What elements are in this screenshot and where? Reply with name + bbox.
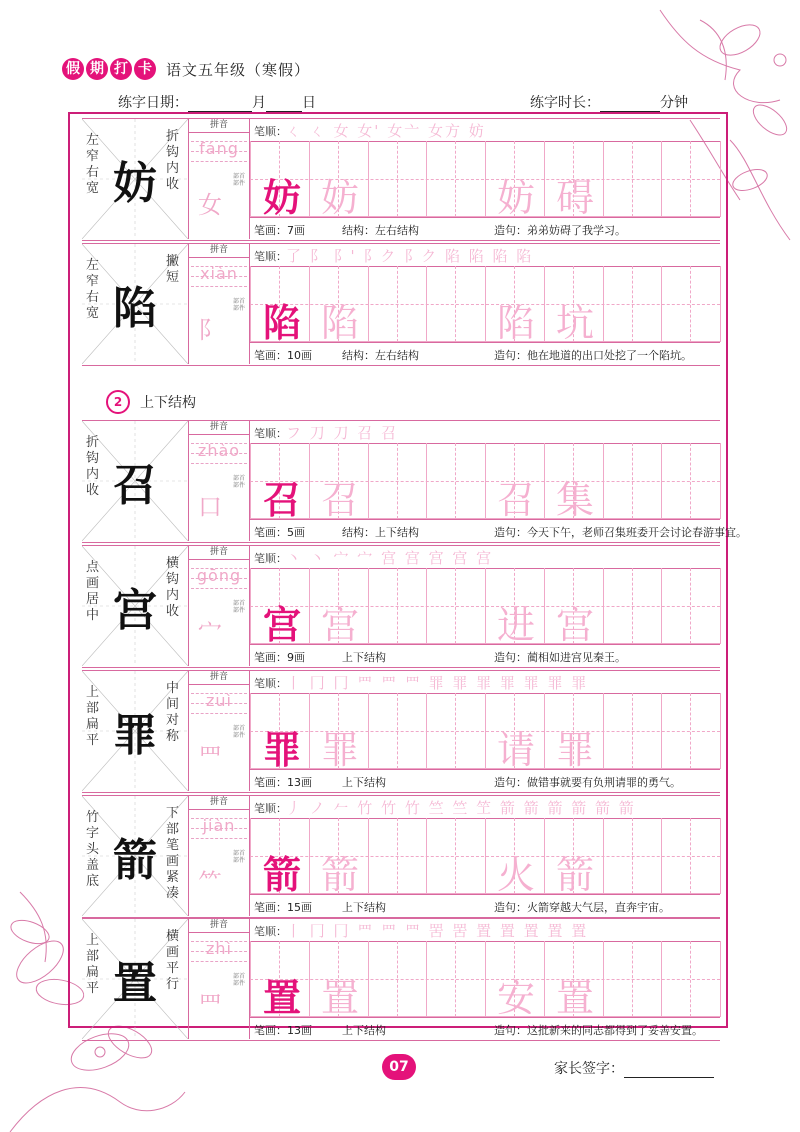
radical-text: 宀	[198, 618, 222, 646]
pinyin-box[interactable]	[189, 933, 249, 967]
pinyin-box[interactable]	[189, 258, 249, 292]
left-writing-tip: 上部扁平	[86, 685, 100, 748]
pinyin-text: fáng	[199, 139, 239, 158]
character-entry	[82, 545, 720, 668]
radical-box[interactable]	[189, 598, 231, 654]
pinyin-label: 拼音	[189, 421, 249, 435]
pinyin-text: zhì	[206, 939, 232, 958]
model-character: 陷	[113, 283, 157, 334]
stroke-order-label: 笔顺：	[254, 925, 287, 938]
left-writing-tip: 竹字头盖底	[86, 810, 100, 889]
badge-char: 假	[62, 58, 84, 80]
trace-character: 召	[496, 478, 535, 522]
radical-text: 女	[198, 191, 222, 219]
trace-character: 箭	[320, 853, 359, 897]
stroke-sequence: ㄑ ㄑ 女 女' 女亠 女方 妨	[286, 122, 486, 140]
badge-char: 卡	[134, 58, 156, 80]
badge-char: 期	[86, 58, 108, 80]
sample-character: 妨	[262, 175, 301, 220]
left-writing-tip: 折钩内收	[86, 435, 100, 498]
duration-label: 练字时长：	[530, 95, 600, 111]
trace-character: 集	[555, 478, 594, 522]
structure-type: 结构：左右结构	[342, 349, 419, 362]
day-blank[interactable]	[266, 97, 302, 112]
radical-tag: 部首部件	[233, 475, 246, 489]
parent-sign-label: 家长签字：	[554, 1061, 624, 1077]
stroke-count: 笔画：5画	[254, 526, 305, 539]
character-info-row	[250, 519, 747, 542]
practice-grid[interactable]	[250, 141, 720, 220]
stroke-sequence: 丨 冂 冂 罒 罒 罒 罪 罪 罪 罪 罪 罪 罪	[286, 674, 589, 692]
left-writing-tip: 点画居中	[86, 560, 100, 623]
model-character: 妨	[113, 158, 157, 209]
trace-character: 罪	[320, 728, 359, 772]
left-writing-tip: 左窄右宽	[86, 133, 100, 196]
character-entry	[82, 243, 720, 366]
character-info-row	[250, 342, 720, 365]
pinyin-box[interactable]	[189, 133, 249, 167]
stroke-order-row	[250, 421, 720, 444]
sample-character: 置	[262, 975, 301, 1020]
pinyin-column	[189, 244, 250, 364]
radical-tag: 部首部件	[233, 973, 246, 987]
character-info-row	[250, 217, 720, 240]
example-sentence: 造句：蔺相如进宫见秦王。	[494, 651, 626, 664]
trace-character: 进	[496, 603, 535, 647]
minutes-label: 分钟	[660, 95, 688, 111]
structure-type: 上下结构	[342, 901, 386, 914]
pinyin-label: 拼音	[189, 244, 249, 258]
radical-box[interactable]	[189, 723, 231, 779]
large-character-cell	[82, 421, 189, 541]
pinyin-box[interactable]	[189, 435, 249, 469]
date-label: 练字日期：	[118, 95, 188, 111]
trace-character: 妨	[496, 176, 535, 220]
month-blank[interactable]	[188, 97, 252, 112]
stroke-order-row	[250, 119, 720, 142]
stroke-order-row	[250, 796, 720, 819]
example-sentence: 造句：火箭穿越大气层，直奔宇宙。	[494, 901, 670, 914]
trace-character: 宫	[555, 603, 594, 647]
radical-text: 阝	[198, 316, 222, 344]
pinyin-text: jiàn	[202, 816, 236, 835]
pinyin-column	[189, 546, 250, 666]
large-character-cell	[82, 546, 189, 666]
model-character: 箭	[113, 835, 157, 886]
large-character-cell	[82, 919, 189, 1039]
stroke-order-row	[250, 919, 720, 942]
trace-character: 碍	[555, 176, 594, 220]
month-label: 月	[252, 95, 266, 111]
character-info-row	[250, 1017, 720, 1040]
stroke-count: 笔画：10画	[254, 349, 312, 362]
model-character: 召	[113, 460, 157, 511]
sample-character: 宫	[262, 602, 301, 647]
radical-text: 罒	[198, 743, 222, 771]
radical-text: ⺮	[198, 868, 222, 896]
radical-tag: 部首部件	[233, 600, 246, 614]
pinyin-box[interactable]	[189, 560, 249, 594]
trace-character: 召	[320, 478, 359, 522]
right-writing-tip: 中间对称	[166, 681, 180, 744]
left-writing-tip: 上部扁平	[86, 933, 100, 996]
example-sentence: 造句：弟弟妨碍了我学习。	[494, 224, 626, 237]
radical-tag: 部首部件	[233, 173, 246, 187]
character-info-row	[250, 769, 720, 792]
large-character-cell	[82, 796, 189, 916]
day-label: 日	[302, 95, 316, 111]
section-number: 2	[106, 390, 130, 414]
large-character-cell	[82, 244, 189, 364]
practice-date	[118, 92, 316, 112]
stroke-order-label: 笔顺：	[254, 250, 287, 263]
pinyin-column	[189, 421, 250, 541]
radical-tag: 部首部件	[233, 850, 246, 864]
model-character: 置	[113, 958, 157, 1009]
model-character: 宫	[113, 585, 157, 636]
pinyin-column	[189, 119, 250, 239]
section-heading	[106, 390, 196, 414]
stroke-sequence: 了 阝 阝' 阝ク 阝ク 陷 陷 陷 陷	[286, 247, 534, 265]
example-sentence: 造句：他在地道的出口处挖了一个陷坑。	[494, 349, 692, 362]
radical-box[interactable]	[189, 171, 231, 227]
stroke-count: 笔画：7画	[254, 224, 305, 237]
left-writing-tip: 左窄右宽	[86, 258, 100, 321]
radical-box[interactable]	[189, 848, 231, 904]
stroke-order-label: 笔顺：	[254, 427, 287, 440]
trace-character: 妨	[320, 176, 359, 220]
structure-type: 结构：上下结构	[342, 526, 419, 539]
structure-type: 上下结构	[342, 1024, 386, 1037]
sample-character: 召	[262, 477, 301, 522]
practice-grid[interactable]	[250, 693, 720, 772]
practice-grid[interactable]	[250, 941, 720, 1020]
stroke-order-label: 笔顺：	[254, 125, 287, 138]
section-title: 上下结构	[140, 395, 196, 411]
example-sentence: 造句：做错事就要有负荆请罪的勇气。	[494, 776, 681, 789]
parent-signature	[554, 1058, 714, 1078]
large-character-cell	[82, 671, 189, 791]
radical-tag: 部首部件	[233, 298, 246, 312]
trace-character: 置	[555, 976, 594, 1020]
sample-character: 箭	[262, 852, 301, 897]
stroke-count: 笔画：13画	[254, 776, 312, 789]
holiday-checkin-badge	[62, 58, 156, 80]
character-entry	[82, 118, 720, 241]
practice-duration	[530, 92, 688, 112]
pinyin-label: 拼音	[189, 671, 249, 685]
right-writing-tip: 横钩内收	[166, 556, 180, 619]
pinyin-box[interactable]	[189, 810, 249, 844]
stroke-sequence: 丨 冂 冂 罒 罒 罒 罟 罟 置 置 置 置 置	[286, 922, 589, 940]
stroke-count: 笔画：13画	[254, 1024, 312, 1037]
pinyin-text: zuì	[206, 691, 232, 710]
pinyin-text: zhào	[197, 441, 241, 460]
page-subtitle: 语文五年级（寒假）	[166, 60, 311, 79]
trace-character: 火	[496, 853, 535, 897]
trace-character: 罪	[555, 728, 594, 772]
badge-char: 打	[110, 58, 132, 80]
structure-type: 上下结构	[342, 776, 386, 789]
page-header	[62, 58, 310, 80]
radical-box[interactable]	[189, 473, 231, 529]
right-writing-tip: 折钩内收	[166, 129, 180, 192]
radical-box[interactable]	[189, 971, 231, 1027]
practice-grid[interactable]	[250, 568, 720, 647]
trace-character: 陷	[320, 301, 359, 345]
model-character: 罪	[113, 710, 157, 761]
structure-type: 上下结构	[342, 651, 386, 664]
sample-character: 陷	[262, 300, 301, 345]
large-character-cell	[82, 119, 189, 239]
pinyin-column	[189, 919, 250, 1039]
sample-character: 罪	[262, 727, 301, 772]
radical-text: 罒	[198, 991, 222, 1019]
trace-character: 箭	[555, 853, 594, 897]
pinyin-label: 拼音	[189, 796, 249, 810]
stroke-order-label: 笔顺：	[254, 552, 287, 565]
stroke-sequence: フ 刀 刀 召 召	[286, 424, 399, 442]
practice-grid[interactable]	[250, 443, 720, 522]
stroke-sequence: 丶 丶 宀 宀 宫 宫 宫 宫 宫	[286, 549, 494, 567]
pinyin-label: 拼音	[189, 546, 249, 560]
trace-character: 宫	[320, 603, 359, 647]
pinyin-label: 拼音	[189, 119, 249, 133]
right-writing-tip: 撇短	[166, 254, 180, 285]
stroke-order-row	[250, 546, 720, 569]
pinyin-column	[189, 796, 250, 916]
radical-box[interactable]	[189, 296, 231, 352]
practice-grid[interactable]	[250, 266, 720, 345]
stroke-order-row	[250, 244, 720, 267]
page-number: 07	[382, 1054, 416, 1080]
example-sentence: 造句：今天下午，老师召集班委开会讨论春游事宜。	[494, 526, 747, 539]
character-entry	[82, 670, 720, 793]
character-info-row	[250, 644, 720, 667]
practice-grid[interactable]	[250, 818, 720, 897]
radical-tag: 部首部件	[233, 725, 246, 739]
trace-character: 坑	[555, 301, 594, 345]
stroke-count: 笔画：15画	[254, 901, 312, 914]
character-entry	[82, 918, 720, 1041]
trace-character: 安	[496, 976, 535, 1020]
right-writing-tip: 横画平行	[166, 929, 180, 992]
character-info-row	[250, 894, 720, 917]
stroke-order-label: 笔顺：	[254, 677, 287, 690]
pinyin-text: xiàn	[200, 264, 238, 283]
trace-character: 置	[320, 976, 359, 1020]
trace-character: 陷	[496, 301, 535, 345]
trace-character: 请	[496, 728, 535, 772]
right-writing-tip: 下部笔画紧凑	[166, 806, 180, 901]
stroke-count: 笔画：9画	[254, 651, 305, 664]
stroke-sequence: 丿 ノ 𠂉 竹 竹 竹 竺 竺 笁 箭 箭 箭 箭 箭 箭	[286, 799, 636, 817]
radical-text: 口	[198, 493, 222, 521]
duration-blank[interactable]	[600, 97, 660, 112]
stroke-order-row	[250, 671, 720, 694]
pinyin-box[interactable]	[189, 685, 249, 719]
pinyin-label: 拼音	[189, 919, 249, 933]
character-entry	[82, 420, 747, 543]
example-sentence: 造句：这批新来的同志都得到了妥善安置。	[494, 1024, 703, 1037]
structure-type: 结构：左右结构	[342, 224, 419, 237]
stroke-order-label: 笔顺：	[254, 802, 287, 815]
pinyin-column	[189, 671, 250, 791]
parent-sign-blank[interactable]	[624, 1063, 714, 1078]
character-entry	[82, 795, 720, 918]
pinyin-text: gōng	[196, 566, 242, 585]
